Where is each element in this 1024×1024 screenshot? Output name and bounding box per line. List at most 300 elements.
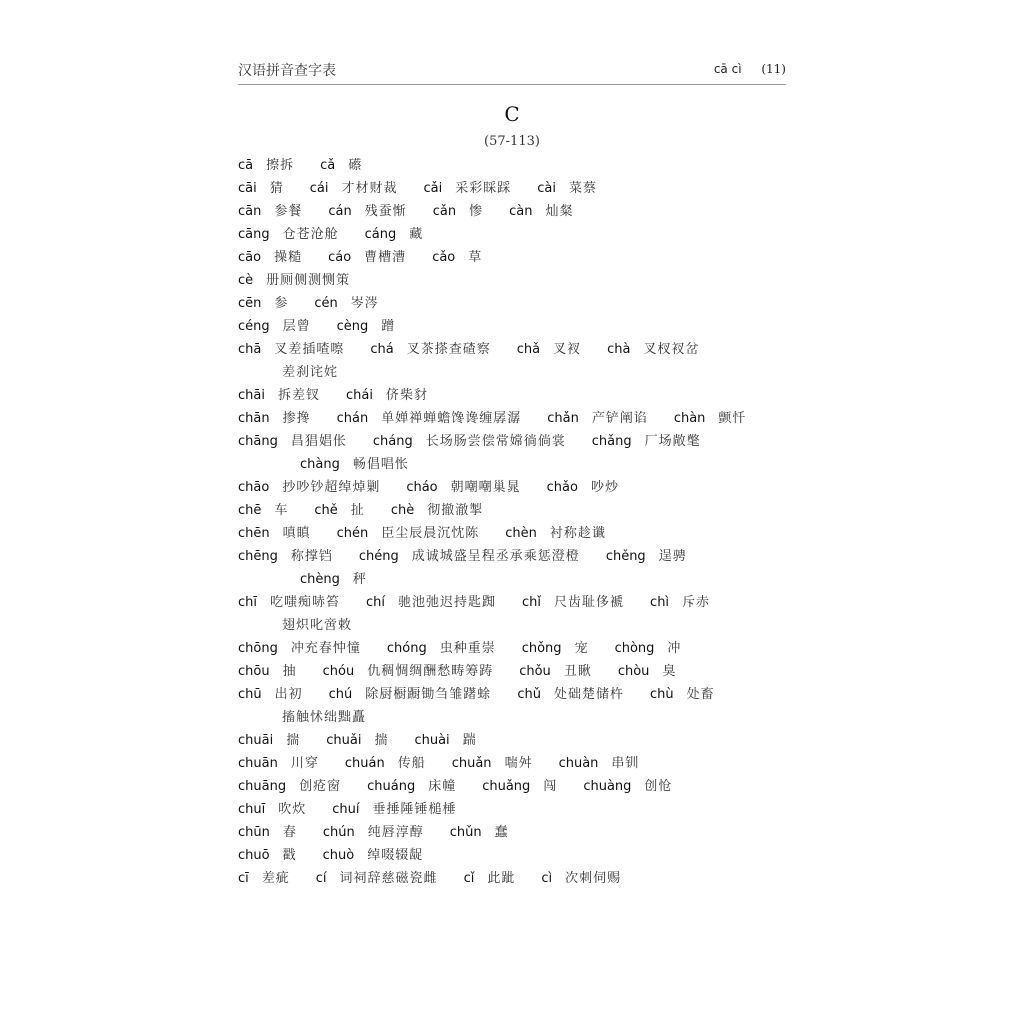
hanzi-characters: 创怆	[644, 779, 673, 794]
pinyin-syllable: cǎn	[432, 204, 457, 219]
syllable-entry	[583, 775, 698, 798]
syllable-row	[238, 223, 798, 246]
pinyin-syllable: cǐ	[463, 871, 475, 886]
syllable-entry	[522, 591, 650, 614]
hanzi-characters: 串钏	[611, 756, 640, 771]
pinyin-syllable: chòu	[617, 664, 650, 679]
hanzi-characters: 惨	[469, 204, 484, 219]
syllable-row	[238, 821, 798, 844]
hanzi-characters: 宠	[574, 641, 589, 656]
syllable-entry	[238, 338, 370, 361]
syllable-row	[238, 775, 798, 798]
syllable-entry	[337, 522, 506, 545]
syllable-entry	[238, 752, 345, 775]
pinyin-syllable: cǎi	[423, 181, 443, 196]
syllable-entry	[238, 476, 406, 499]
hanzi-characters: 岑涔	[350, 296, 379, 311]
pinyin-syllable: cài	[537, 181, 556, 196]
hanzi-characters: 扯	[350, 503, 365, 518]
hanzi-characters: 创疮窗	[299, 779, 342, 794]
hanzi-characters: 吹炊	[278, 802, 307, 817]
header-syllable-range: cā cì	[713, 62, 742, 76]
syllable-entry	[238, 844, 323, 867]
pinyin-syllable: cèng	[336, 319, 369, 334]
hanzi-characters: 单婵禅蝉蟾馋谗缠孱潺	[381, 411, 522, 426]
hanzi-characters: 参	[274, 296, 289, 311]
syllable-entry	[337, 315, 422, 338]
hanzi-characters: 厂场敞氅	[644, 434, 701, 449]
hanzi-characters: 臣尘辰晨沉忱陈	[381, 526, 480, 541]
hanzi-characters: 吵炒	[590, 480, 619, 495]
hanzi-characters: 仓苍沧舱	[282, 227, 339, 242]
page-header-title: 汉语拼音查字表	[238, 63, 336, 79]
page-number: (11)	[761, 62, 786, 76]
syllable-entry	[300, 453, 435, 476]
syllable-entry	[238, 154, 320, 177]
pinyin-syllable: chán	[336, 411, 369, 426]
pinyin-syllable: cháo	[406, 480, 438, 495]
hanzi-characters: 残蚕惭	[364, 204, 407, 219]
pinyin-syllable: chuán	[344, 756, 385, 771]
pinyin-syllable: chuǎn	[451, 756, 492, 771]
hanzi-characters: 叉茶搽查碴察	[406, 342, 491, 357]
pinyin-syllable: chuàng	[583, 779, 632, 794]
hanzi-characters: 仇稠惆绸酬愁畴筹踌	[367, 664, 494, 679]
syllable-row	[238, 568, 798, 591]
hanzi-characters: 搐触怵绌黜矗	[282, 710, 367, 725]
pinyin-syllable: chèn	[505, 526, 537, 541]
pinyin-syllable: chuǎng	[482, 779, 531, 794]
syllable-entry	[414, 729, 502, 752]
syllable-entry	[547, 476, 645, 499]
pinyin-syllable: cí	[315, 871, 327, 886]
syllable-entry	[505, 522, 632, 545]
pinyin-syllable: chǔ	[517, 687, 541, 702]
syllable-entry	[618, 660, 703, 683]
syllable-entry	[517, 338, 607, 361]
pinyin-syllable: cén	[314, 296, 338, 311]
syllable-entry	[323, 844, 450, 867]
pinyin-syllable: cāi	[238, 181, 257, 196]
hanzi-characters: 冲充春忡憧	[290, 641, 361, 656]
pinyin-syllable: cái	[309, 181, 329, 196]
syllable-entry	[326, 729, 414, 752]
syllable-entry	[238, 660, 323, 683]
pinyin-syllable: chǎo	[546, 480, 578, 495]
hanzi-characters: 藏	[409, 227, 424, 242]
syllable-entry	[367, 775, 482, 798]
hanzi-characters: 揣	[374, 733, 389, 748]
syllable-entry	[282, 361, 364, 384]
hanzi-characters: 差疵	[261, 871, 290, 886]
hanzi-characters: 菜蔡	[568, 181, 597, 196]
pinyin-syllable: chéng	[358, 549, 399, 564]
pinyin-syllable: cáo	[328, 250, 352, 265]
syllable-row	[238, 269, 798, 292]
hanzi-characters: 闯	[543, 779, 558, 794]
pinyin-syllable: cǎ	[320, 158, 336, 173]
hanzi-characters: 层曾	[282, 319, 311, 334]
pinyin-syllable: chuī	[238, 802, 266, 817]
syllable-row	[238, 706, 798, 729]
syllable-entry	[238, 292, 314, 315]
pinyin-syllable: chún	[322, 825, 355, 840]
pinyin-syllable: chuài	[414, 733, 450, 748]
syllable-entry	[650, 683, 741, 706]
syllable-row	[238, 476, 798, 499]
syllable-entry	[238, 384, 346, 407]
syllable-row	[238, 867, 798, 890]
hanzi-characters: 传船	[397, 756, 426, 771]
syllable-entry	[238, 246, 328, 269]
syllable-row	[238, 545, 798, 568]
syllable-entry	[328, 200, 432, 223]
pinyin-syllable: chuàn	[558, 756, 599, 771]
syllable-row	[238, 752, 798, 775]
pinyin-syllable: chàng	[300, 457, 340, 472]
pinyin-syllable: chē	[238, 503, 262, 518]
pinyin-syllable: cè	[238, 273, 254, 288]
pinyin-syllable: chá	[370, 342, 394, 357]
hanzi-characters: 采彩睬踩	[455, 181, 512, 196]
syllable-entry	[366, 591, 522, 614]
hanzi-characters: 灿粲	[545, 204, 574, 219]
pinyin-syllable: chèng	[300, 572, 340, 587]
syllable-entry	[365, 223, 450, 246]
syllable-row	[238, 453, 798, 476]
pinyin-syllable: cān	[238, 204, 262, 219]
pinyin-syllable: cán	[328, 204, 352, 219]
hanzi-characters: 猜	[269, 181, 284, 196]
syllable-entry	[464, 867, 542, 890]
section-letter: C	[504, 102, 520, 126]
hanzi-characters: 礤	[348, 158, 363, 173]
pinyin-syllable: cì	[541, 871, 553, 886]
syllable-entry	[373, 430, 592, 453]
syllable-entry	[592, 430, 727, 453]
syllable-entry	[238, 545, 359, 568]
hanzi-characters: 成诚城盛呈程丞承乘惩澄橙	[411, 549, 580, 564]
hanzi-characters: 尺齿耻侈褫	[554, 595, 625, 610]
syllable-entry	[238, 269, 376, 292]
syllable-list	[238, 154, 798, 890]
syllable-entry	[300, 568, 393, 591]
pinyin-syllable: chǎn	[547, 411, 579, 426]
pinyin-syllable: chè	[390, 503, 415, 518]
hanzi-characters: 揣	[286, 733, 301, 748]
syllable-entry	[509, 200, 599, 223]
hanzi-characters: 喘舛	[504, 756, 533, 771]
pinyin-syllable: chuǎi	[326, 733, 362, 748]
hanzi-characters: 抽	[282, 664, 297, 679]
hanzi-characters: 曹槽漕	[364, 250, 407, 265]
pinyin-syllable: chóu	[322, 664, 355, 679]
hanzi-characters: 垂捶陲锤槌棰	[372, 802, 457, 817]
syllable-row	[238, 637, 798, 660]
syllable-entry	[238, 683, 329, 706]
hanzi-characters: 冲	[667, 641, 682, 656]
syllable-row	[238, 177, 798, 200]
pinyin-syllable: cī	[238, 871, 249, 886]
page-header	[238, 56, 786, 85]
hanzi-characters: 吃嗤痴哧笞	[270, 595, 341, 610]
hanzi-characters: 掺搀	[282, 411, 311, 426]
hanzi-characters: 斥赤	[682, 595, 711, 610]
pinyin-syllable: chōu	[238, 664, 270, 679]
hanzi-characters: 翅炽叱啻敕	[282, 618, 353, 633]
syllable-entry	[406, 476, 546, 499]
syllable-row	[238, 407, 798, 430]
syllable-entry	[607, 338, 725, 361]
hanzi-characters: 叉杈衩岔	[643, 342, 700, 357]
pinyin-syllable: chén	[336, 526, 369, 541]
syllable-row	[238, 499, 798, 522]
hanzi-characters: 衬称趁谶	[549, 526, 606, 541]
pinyin-syllable: chēng	[238, 549, 278, 564]
hanzi-characters: 戳	[282, 848, 297, 863]
hanzi-characters: 床幢	[428, 779, 457, 794]
hanzi-characters: 纯唇淳醇	[367, 825, 424, 840]
syllable-entry	[238, 821, 323, 844]
hanzi-characters: 丑瞅	[563, 664, 592, 679]
hanzi-characters: 除厨橱蹰锄刍雏躇蜍	[365, 687, 492, 702]
syllable-entry	[320, 154, 388, 177]
pinyin-syllable: chū	[238, 687, 262, 702]
hanzi-characters: 处础楚储杵	[553, 687, 624, 702]
hanzi-characters: 操糙	[274, 250, 303, 265]
syllable-entry	[424, 177, 538, 200]
hanzi-characters: 川穿	[290, 756, 319, 771]
pinyin-syllable: chǐ	[522, 595, 542, 610]
syllable-entry	[606, 545, 713, 568]
pinyin-syllable: chuāi	[238, 733, 274, 748]
syllable-entry	[323, 660, 520, 683]
syllable-entry	[282, 614, 378, 637]
hanzi-characters: 虫种重崇	[439, 641, 496, 656]
syllable-entry	[482, 775, 583, 798]
pinyin-syllable: chěng	[605, 549, 646, 564]
syllable-entry	[346, 384, 454, 407]
syllable-row	[238, 384, 798, 407]
hanzi-characters: 册厕侧测恻策	[266, 273, 351, 288]
syllable-row	[238, 315, 798, 338]
pinyin-syllable: chuáng	[367, 779, 416, 794]
syllable-row	[238, 591, 798, 614]
hanzi-characters: 差刹诧姹	[282, 365, 339, 380]
syllable-entry	[452, 752, 559, 775]
syllable-entry	[316, 867, 464, 890]
syllable-entry	[615, 637, 708, 660]
hanzi-characters: 臭	[662, 664, 677, 679]
hanzi-characters: 长场肠尝偿常嫦徜倘裳	[425, 434, 566, 449]
pinyin-syllable: chuí	[332, 802, 360, 817]
pinyin-syllable: chǎ	[516, 342, 541, 357]
syllable-entry	[559, 752, 666, 775]
pinyin-syllable: chī	[238, 595, 257, 610]
syllable-row	[238, 660, 798, 683]
pinyin-syllable: cháng	[372, 434, 413, 449]
pinyin-syllable: chūn	[238, 825, 270, 840]
pinyin-syllable: chí	[366, 595, 386, 610]
syllable-entry	[519, 660, 618, 683]
syllable-row	[238, 430, 798, 453]
pinyin-syllable: chuō	[238, 848, 270, 863]
hanzi-characters: 颤忏	[718, 411, 747, 426]
pinyin-syllable: chāo	[238, 480, 270, 495]
syllable-entry	[238, 637, 387, 660]
syllable-entry	[332, 798, 482, 821]
syllable-row	[238, 522, 798, 545]
pinyin-syllable: chēn	[238, 526, 270, 541]
hanzi-characters: 叉差插喳嚓	[274, 342, 345, 357]
syllable-entry	[650, 591, 736, 614]
pinyin-syllable: chāng	[238, 434, 278, 449]
syllable-entry	[522, 637, 615, 660]
syllable-entry	[387, 637, 522, 660]
pinyin-syllable: cā	[238, 158, 254, 173]
pinyin-syllable: chái	[345, 388, 373, 403]
hanzi-characters: 春	[282, 825, 297, 840]
pinyin-syllable: chǒng	[521, 641, 562, 656]
hanzi-characters: 拆差钗	[277, 388, 320, 403]
syllable-entry	[391, 499, 509, 522]
hanzi-characters: 驰池弛迟持匙踟	[398, 595, 497, 610]
pinyin-syllable: cǎo	[432, 250, 456, 265]
syllable-entry	[329, 683, 518, 706]
hanzi-characters: 秤	[352, 572, 367, 587]
syllable-entry	[359, 545, 606, 568]
pinyin-syllable: càn	[509, 204, 533, 219]
syllable-entry	[432, 246, 508, 269]
pinyin-syllable: chàn	[673, 411, 706, 426]
pinyin-syllable: chǔn	[449, 825, 482, 840]
pinyin-syllable: chě	[314, 503, 338, 518]
pinyin-syllable: chà	[607, 342, 631, 357]
syllable-entry	[314, 292, 404, 315]
pinyin-syllable: chān	[238, 411, 270, 426]
syllable-entry	[238, 522, 337, 545]
hanzi-characters: 朝嘲嘲巢晁	[450, 480, 521, 495]
hanzi-characters: 畅倡唱怅	[352, 457, 409, 472]
hanzi-characters: 次刺伺赐	[565, 871, 622, 886]
syllable-entry	[517, 683, 650, 706]
hanzi-characters: 逞骋	[658, 549, 687, 564]
pinyin-syllable: chù	[649, 687, 674, 702]
hanzi-characters: 踹	[462, 733, 477, 748]
syllable-entry	[238, 775, 367, 798]
hanzi-characters: 参餐	[274, 204, 303, 219]
syllable-entry	[238, 430, 373, 453]
syllable-entry	[238, 177, 310, 200]
hanzi-characters: 处畜	[686, 687, 715, 702]
pinyin-syllable: chōng	[238, 641, 278, 656]
syllable-entry	[370, 338, 516, 361]
hanzi-characters: 嗔瞋	[282, 526, 311, 541]
syllable-entry	[238, 315, 337, 338]
syllable-entry	[537, 177, 623, 200]
hanzi-characters: 绰啜辍龊	[367, 848, 424, 863]
syllable-entry	[323, 821, 450, 844]
syllable-entry	[433, 200, 509, 223]
pinyin-syllable: chuān	[238, 756, 278, 771]
hanzi-characters: 出初	[274, 687, 303, 702]
pinyin-syllable: chuāng	[238, 779, 287, 794]
syllable-entry	[238, 499, 314, 522]
pinyin-syllable: chóng	[386, 641, 427, 656]
pinyin-syllable: chuò	[322, 848, 355, 863]
pinyin-syllable: chā	[238, 342, 262, 357]
page-header-range	[714, 62, 786, 76]
pinyin-syllable: cáng	[364, 227, 397, 242]
syllable-entry	[238, 867, 316, 890]
hanzi-characters: 称撑铛	[290, 549, 333, 564]
syllable-entry	[238, 200, 328, 223]
pinyin-syllable: chì	[650, 595, 670, 610]
hanzi-characters: 擦拆	[266, 158, 295, 173]
syllable-entry	[238, 729, 326, 752]
pinyin-syllable: chǎng	[591, 434, 632, 449]
syllable-row	[238, 798, 798, 821]
hanzi-characters: 蠢	[494, 825, 509, 840]
syllable-row	[238, 246, 798, 269]
dictionary-page	[238, 56, 786, 886]
pinyin-syllable: cāo	[238, 250, 262, 265]
syllable-entry	[238, 407, 337, 430]
syllable-row	[238, 729, 798, 752]
hanzi-characters: 侪柴豺	[385, 388, 428, 403]
syllable-entry	[674, 407, 773, 430]
hanzi-characters: 彻撤澈掣	[427, 503, 484, 518]
syllable-row	[238, 844, 798, 867]
hanzi-characters: 叉衩	[553, 342, 582, 357]
hanzi-characters: 蹭	[381, 319, 396, 334]
hanzi-characters: 车	[274, 503, 289, 518]
hanzi-characters: 草	[468, 250, 483, 265]
hanzi-characters: 昌猖娼伥	[290, 434, 347, 449]
syllable-row	[238, 683, 798, 706]
syllable-entry	[310, 177, 424, 200]
pinyin-syllable: chāi	[238, 388, 265, 403]
syllable-row	[238, 614, 798, 637]
syllable-entry	[238, 798, 332, 821]
hanzi-characters: 产铲阐谄	[591, 411, 648, 426]
syllable-row	[238, 154, 798, 177]
syllable-entry	[314, 499, 390, 522]
section-page-range: (57-113)	[484, 134, 540, 149]
syllable-entry	[345, 752, 452, 775]
syllable-row	[238, 338, 798, 361]
pinyin-syllable: céng	[238, 319, 270, 334]
hanzi-characters: 词祠辞慈磁瓷雌	[339, 871, 438, 886]
syllable-entry	[450, 821, 535, 844]
syllable-entry	[337, 407, 548, 430]
syllable-row	[238, 200, 798, 223]
hanzi-characters: 此跐	[487, 871, 516, 886]
syllable-entry	[328, 246, 432, 269]
pinyin-syllable: cēn	[238, 296, 262, 311]
hanzi-characters: 才材财裁	[341, 181, 398, 196]
syllable-row	[238, 361, 798, 384]
hanzi-characters: 抄吵钞超绰焯剿	[282, 480, 381, 495]
syllable-entry	[541, 867, 647, 890]
pinyin-syllable: chú	[328, 687, 353, 702]
syllable-entry	[547, 407, 674, 430]
syllable-entry	[238, 591, 366, 614]
pinyin-syllable: chǒu	[519, 664, 551, 679]
pinyin-syllable: cāng	[238, 227, 270, 242]
pinyin-syllable: chòng	[614, 641, 655, 656]
syllable-entry	[238, 223, 365, 246]
